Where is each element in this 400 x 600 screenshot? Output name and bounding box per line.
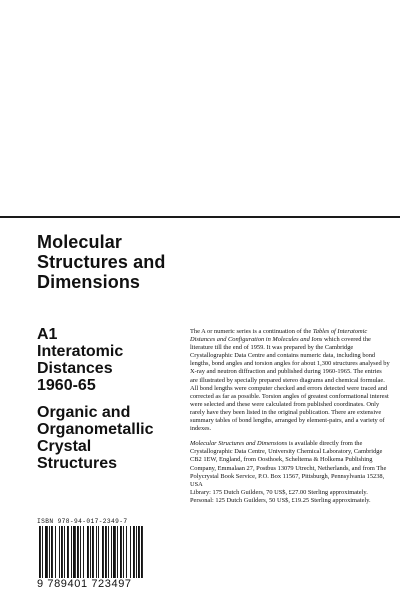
p1-end: which covered the literature till the end of 1959. It was prepared by the Cambridge Crystallographic Data Centre and contains numeric data, including bond lengths, bond angles and torsion angles for about 1,300 structures analysed by X-ray and neutron diffraction and published during 1960-1965. The entries are illustrated by specially prepared stereo diagrams and chemical formulae. All bond lengths were computer checked and errors detected were traced and corrected as far as possible. Torsion angles of greatest conformational interest were selected and these were calculated from published coordinates. Only rarely have they been listed in the original publication. There are extensive summary tables of bond lengths, arranged by element-pairs, and a variety of indexes.	[190, 336, 390, 433]
barcode-bar	[51, 526, 53, 578]
topic-line-3: Crystal	[37, 438, 92, 455]
barcode-bar	[59, 526, 60, 578]
volume-subtitle-line-1: Interatomic	[37, 343, 124, 360]
barcode-bar	[80, 526, 81, 578]
barcode-bar	[77, 526, 79, 578]
barcode-bar	[83, 526, 84, 578]
barcode-bar	[61, 526, 63, 578]
volume-code: A1	[37, 326, 58, 343]
spacer	[37, 394, 187, 404]
price-library: Library: 175 Dutch Guilders, 70 US$, £27.00 Sterling approximately.	[190, 488, 368, 496]
volume-subtitle-line-3: 1960-65	[37, 377, 96, 394]
barcode-bar	[45, 526, 48, 578]
p2-rest: is available directly from the Crystallographic Data Centre, University Chemical Laboratory, Cambridge CB2 1EW, England, from Oosthoek, Scheltema & Holkema Publishing Company, Emmalaan 27, Postbus 13079 Utrecht, Netherlands, and from The Polycrystal Book Service, P.O. Box 11567, Pittsburgh, Pennsylvania 15238, USA	[190, 440, 387, 488]
volume-block	[37, 326, 187, 472]
title-line-3: Dimensions	[37, 272, 141, 292]
barcode-bar	[39, 526, 41, 578]
description-text	[190, 328, 390, 505]
barcode-bar	[126, 526, 127, 578]
price-personal: Personal: 125 Dutch Guilders, 50 US$, £19.25 Sterling approximately.	[190, 496, 371, 504]
barcode-bar	[120, 526, 122, 578]
barcode-bar	[111, 526, 112, 578]
barcode-bar	[73, 526, 76, 578]
p1-italic-title: Tables of Interatomic Distances and Configuration in Molecules and Ions	[190, 328, 368, 344]
barcode-bar	[96, 526, 97, 578]
barcode-bar	[123, 526, 124, 578]
barcode-bar	[113, 526, 116, 578]
p2-italic-title: Molecular Structures and Dimensions	[190, 440, 288, 448]
topic-line-1: Organic and	[37, 404, 131, 421]
title-line-1: Molecular	[37, 232, 122, 252]
barcode-bar	[71, 526, 72, 578]
barcode-bar	[87, 526, 89, 578]
barcode-bar	[102, 526, 104, 578]
barcode-bar	[141, 526, 143, 578]
topic-line-2: Organometallic	[37, 421, 154, 438]
barcode-bar	[105, 526, 107, 578]
barcode-bar	[90, 526, 91, 578]
barcode-bar	[64, 526, 65, 578]
barcode-image	[37, 526, 165, 578]
book-title	[37, 232, 367, 292]
topic-line-4: Structures	[37, 455, 118, 472]
barcode-block	[37, 517, 165, 595]
p1-start: The A or numeric series is a continuation of the	[190, 328, 313, 335]
barcode-bar	[55, 526, 56, 578]
description-paragraph-1	[190, 328, 390, 433]
barcode-bar	[108, 526, 109, 578]
barcode-bar	[49, 526, 50, 578]
barcode-bar	[133, 526, 135, 578]
volume-subtitle-line-2: Distances	[37, 360, 113, 377]
barcode-bar	[117, 526, 118, 578]
barcode-bar	[130, 526, 131, 578]
isbn-text: ISBN 978-94-017-2349-7	[37, 518, 128, 525]
barcode-bar	[138, 526, 140, 578]
barcode-digits: 9 789401 723497	[37, 578, 132, 590]
barcode-bar	[92, 526, 94, 578]
title-line-2: Structures and	[37, 252, 166, 272]
barcode-bar	[98, 526, 99, 578]
barcode-bar	[67, 526, 69, 578]
cover-divider-rule	[0, 216, 400, 218]
description-paragraph-2	[190, 440, 390, 489]
barcode-bar	[136, 526, 137, 578]
barcode-bar	[42, 526, 43, 578]
